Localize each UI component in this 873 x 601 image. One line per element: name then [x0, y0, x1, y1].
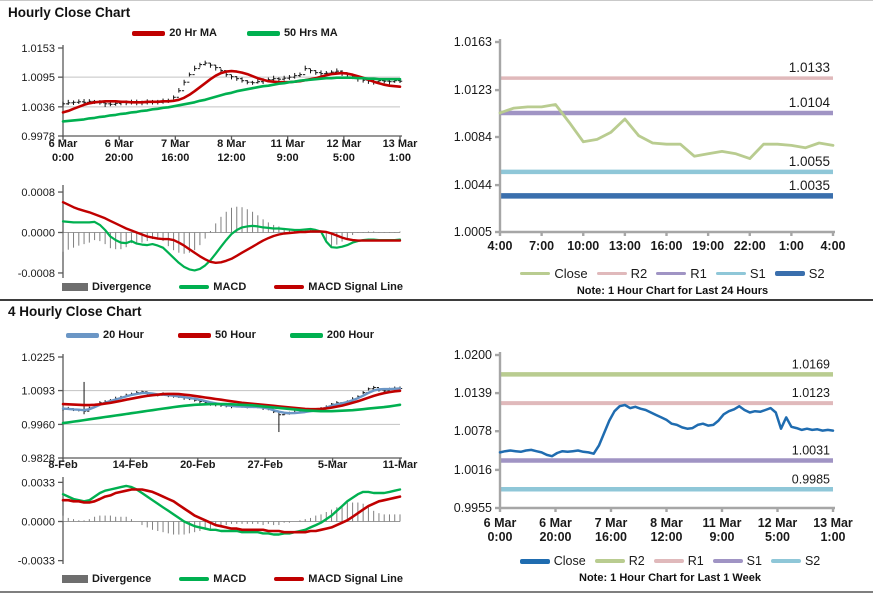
line-swatch-icon — [716, 272, 746, 276]
svg-text:11 Mar9:00: 11 Mar 9:00 — [270, 138, 305, 164]
note-weekly-sr: Note: 1 Hour Chart for Last 1 Week — [579, 572, 761, 584]
svg-text:16:00: 16:00 — [650, 239, 683, 253]
svg-text:11-Mar: 11-Mar — [382, 459, 418, 471]
svg-text:10:00: 10:00 — [567, 239, 600, 253]
svg-text:0.9978: 0.9978 — [21, 131, 55, 143]
line-swatch-icon — [775, 271, 805, 276]
legend-item-divergence: Divergence — [62, 281, 151, 293]
legend-item-50hour: 50 Hour — [178, 329, 256, 341]
divergence-histogram — [63, 207, 400, 254]
legend-item-close: Close — [520, 554, 586, 568]
svg-text:1.0139: 1.0139 — [453, 386, 492, 401]
legend-hourly-ma — [60, 27, 410, 39]
legend-item-s2: S2 — [771, 554, 820, 568]
bar-swatch-icon — [62, 575, 88, 583]
svg-text:20-Feb: 20-Feb — [180, 459, 216, 471]
legend-hourly-macd — [45, 281, 420, 293]
legend-item-50hrs-ma: 50 Hrs MA — [247, 27, 338, 39]
svg-text:4:00: 4:00 — [820, 239, 846, 253]
weekly-sr-series — [500, 405, 833, 456]
svg-text:14-Feb: 14-Feb — [112, 459, 149, 471]
line-swatch-icon — [178, 333, 211, 338]
line-swatch-icon — [274, 577, 304, 581]
line-swatch-icon — [274, 285, 304, 289]
svg-text:1.0225: 1.0225 — [21, 352, 55, 364]
svg-text:27-Feb: 27-Feb — [247, 459, 283, 471]
legend-item-r2: R2 — [595, 554, 645, 568]
svg-text:12 Mar5:00: 12 Mar 5:00 — [326, 138, 362, 164]
svg-text:1.0200: 1.0200 — [453, 348, 492, 362]
hourly-macd-series — [63, 202, 400, 270]
svg-text:4:00: 4:00 — [487, 239, 513, 253]
line-swatch-icon — [290, 333, 323, 338]
legend-item-200hour: 200 Hour — [290, 329, 374, 341]
line-swatch-icon — [179, 285, 209, 289]
svg-text:1.0153: 1.0153 — [21, 43, 55, 55]
svg-text:-0.0008: -0.0008 — [17, 267, 55, 280]
bar-swatch-icon — [62, 283, 88, 291]
fourh-macd-chart — [18, 477, 400, 568]
section-title-hourly: Hourly Close Chart — [8, 5, 131, 20]
svg-text:1.0123: 1.0123 — [791, 386, 830, 401]
svg-text:8 Mar12:00: 8 Mar 12:00 — [650, 516, 683, 544]
svg-text:7:00: 7:00 — [529, 239, 555, 253]
line-swatch-icon — [771, 559, 801, 563]
svg-text:13:00: 13:00 — [608, 239, 641, 253]
svg-text:0.0033: 0.0033 — [21, 477, 55, 490]
line-swatch-icon — [597, 272, 627, 276]
svg-text:0.0000: 0.0000 — [21, 516, 55, 529]
svg-text:0.0008: 0.0008 — [21, 187, 55, 200]
line-swatch-icon — [247, 31, 280, 36]
line-swatch-icon — [66, 333, 99, 338]
legend-item-s1: S1 — [716, 266, 766, 281]
svg-text:1.0084: 1.0084 — [453, 130, 492, 144]
svg-text:6 Mar0:00: 6 Mar 0:00 — [48, 138, 78, 164]
svg-text:13 Mar1:00: 13 Mar 1:00 — [813, 516, 853, 544]
line-swatch-icon — [520, 559, 550, 564]
legend-item-close: Close — [520, 266, 587, 281]
svg-text:0.9828: 0.9828 — [21, 453, 55, 465]
svg-text:1.0123: 1.0123 — [453, 83, 492, 98]
svg-text:19:00: 19:00 — [692, 239, 725, 253]
section-title-4hourly: 4 Hourly Close Chart — [8, 304, 142, 319]
svg-text:1.0055: 1.0055 — [788, 153, 830, 169]
weekly-sr-chart — [454, 348, 853, 544]
legend-item-r2: R2 — [597, 266, 648, 281]
svg-text:0.0000: 0.0000 — [21, 227, 55, 240]
svg-text:1.0133: 1.0133 — [788, 60, 830, 76]
hourly-price-chart — [21, 43, 418, 164]
svg-text:1.0005: 1.0005 — [453, 225, 492, 239]
legend-4h-ma — [50, 329, 390, 341]
svg-text:1.0104: 1.0104 — [788, 94, 830, 110]
fourh-price-chart — [21, 352, 418, 471]
hourly-price-series — [63, 61, 402, 122]
svg-text:1.0044: 1.0044 — [453, 178, 492, 193]
line-swatch-icon — [656, 272, 686, 276]
svg-text:0.9960: 0.9960 — [21, 419, 55, 432]
legend-item-r1: R1 — [654, 554, 704, 568]
line-swatch-icon — [654, 559, 684, 563]
hourly-price-line-50-hrs-ma — [63, 78, 400, 122]
svg-text:6 Mar0:00: 6 Mar 0:00 — [483, 516, 517, 544]
svg-text:1.0169: 1.0169 — [791, 357, 830, 372]
line-swatch-icon — [713, 559, 743, 563]
legend-hourly-sr — [495, 266, 850, 281]
svg-text:11 Mar9:00: 11 Mar 9:00 — [702, 516, 742, 544]
svg-text:13 Mar1:00: 13 Mar 1:00 — [382, 138, 418, 164]
svg-text:7 Mar16:00: 7 Mar 16:00 — [160, 138, 190, 164]
svg-text:6 Mar20:00: 6 Mar 20:00 — [539, 516, 572, 544]
svg-text:8 Mar12:00: 8 Mar 12:00 — [217, 138, 246, 164]
note-hourly-sr: Note: 1 Hour Chart for Last 24 Hours — [576, 285, 769, 297]
svg-text:1.0095: 1.0095 — [21, 72, 55, 85]
legend-item-s2: S2 — [775, 266, 825, 281]
fourh-macd-series — [63, 486, 400, 535]
svg-text:6 Mar20:00: 6 Mar 20:00 — [104, 138, 134, 164]
svg-text:1.0016: 1.0016 — [453, 462, 492, 477]
svg-text:1:00: 1:00 — [778, 239, 804, 253]
svg-text:1.0078: 1.0078 — [453, 424, 492, 439]
legend-item-r1: R1 — [656, 266, 707, 281]
weekly-sr-line-close — [500, 405, 833, 456]
svg-text:0.9985: 0.9985 — [791, 472, 830, 487]
svg-text:7 Mar16:00: 7 Mar 16:00 — [594, 516, 628, 544]
svg-text:0.9955: 0.9955 — [453, 501, 492, 515]
legend-weekly-sr — [485, 554, 855, 568]
hourly-macd-chart — [18, 185, 400, 280]
legend-item-macd: MACD — [179, 281, 246, 293]
fourh-macd-line-macd-signal-line — [63, 490, 400, 533]
svg-text:22:00: 22:00 — [733, 239, 766, 253]
svg-text:1.0031: 1.0031 — [791, 443, 830, 458]
line-swatch-icon — [179, 577, 209, 581]
legend-4h-macd — [45, 573, 420, 585]
legend-item-20hr-ma: 20 Hr MA — [132, 27, 217, 39]
svg-text:1.0093: 1.0093 — [21, 385, 55, 398]
svg-text:5-Mar: 5-Mar — [317, 459, 348, 471]
svg-text:1.0163: 1.0163 — [453, 35, 492, 49]
legend-item-s1: S1 — [713, 554, 762, 568]
line-swatch-icon — [132, 31, 165, 36]
legend-item-macd-signal: MACD Signal Line — [274, 281, 403, 293]
svg-text:8-Feb: 8-Feb — [48, 459, 78, 471]
svg-text:1.0036: 1.0036 — [21, 101, 55, 114]
legend-item-macd: MACD — [179, 573, 246, 585]
svg-text:-0.0033: -0.0033 — [17, 555, 55, 568]
line-swatch-icon — [520, 272, 550, 276]
legend-item-divergence: Divergence — [62, 573, 151, 585]
svg-text:1.0035: 1.0035 — [788, 177, 830, 193]
legend-item-20hour: 20 Hour — [66, 329, 144, 341]
legend-item-macd-signal: MACD Signal Line — [274, 573, 403, 585]
line-swatch-icon — [595, 559, 625, 563]
hourly-sr-chart — [454, 35, 846, 253]
svg-text:12 Mar5:00: 12 Mar 5:00 — [757, 516, 798, 544]
